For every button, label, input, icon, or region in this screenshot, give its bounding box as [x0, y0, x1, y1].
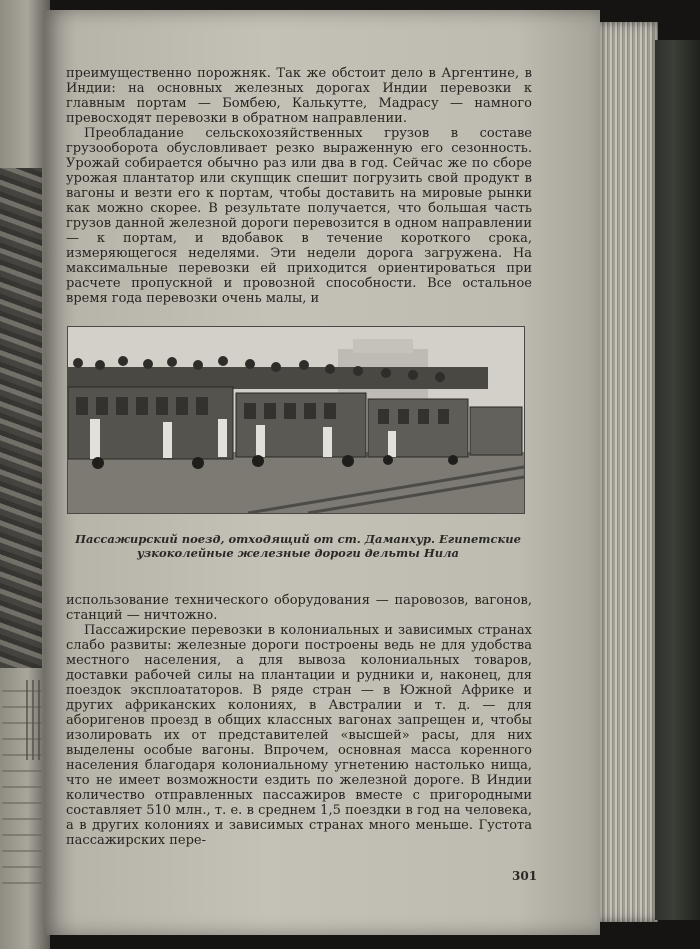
photo-caption: Пассажирский поезд, отходящий от ст. Даманхур. Египетские узкоколейные железные дороги дельты Нила: [75, 532, 521, 560]
book-page: [44, 10, 600, 935]
left-page-photo-fragment: [0, 168, 42, 668]
paragraph-4: Пассажирские перевозки в колониальных и зависимых странах слабо развиты: железные дороги построены ведь не для удобства местного населения, а для вывоза колониальных товаров, доставки рабочей силы на плантации и рудники и, наконец, для поездок эксплоататоров. В ряде стран — в Южной Африке и других африканских колониях, в Австралии и т. д. — для аборигенов проезд в общих классных вагонах запрещен и, чтобы изолировать их от представителей «высшей» расы, для них выделены особые вагоны. Впрочем, основная масса коренного населения благодаря колониальному угнетению настолько нища, что не имеет возможности ездить по железной дороге. В Индии количество отправленных пассажиров вместе с пригородными составляет 510 млн., т. е. в среднем 1,5 поездки в год на человека, а в других колониях и зависимых странах много меньше. Густота пассажирских пере-: [66, 623, 532, 848]
paragraph-3: использование технического оборудования — паровозов, вагонов, станций — ничтожно.: [66, 593, 532, 623]
page-number: 301: [512, 869, 538, 883]
top-text-block: [66, 66, 532, 306]
left-page-edge: [0, 0, 50, 949]
train-illustration: [68, 327, 524, 513]
paragraph-2: Преобладание сельскохозяйственных грузов в составе грузооборота обусловливает резко выраженную его сезонность. Урожай собирается обычно раз или два в год. Сейчас же по сборе урожая плантатор или скупщик спешит погрузить свой продукт в вагоны и везти его к портам, чтобы доставить на мировые рынки как можно скорее. В результате получается, что большая часть грузов данной железной дороги перевозится в одном направлении — к портам, и вдобавок в течение короткого срока, измеряющегося неделями. Эти недели дорога загружена. На максимальные перевозки ей приходится ориентироваться при расчете пропускной и провозной способности. Все остальное время года перевозки очень малы, и: [66, 126, 532, 306]
left-page-side-caption: [26, 680, 40, 760]
paragraph-1: преимущественно порожняк. Так же обстоит дело в Аргентине, в Индии: на основных железных дорогах Индии перевозки к главным портам — Бомбею, Калькутте, Мадрасу — намного превосходят перевозки в обратном направлении.: [66, 66, 532, 126]
book-cover: [655, 40, 700, 920]
book-page-edges: [598, 22, 658, 922]
bottom-text-block: [66, 593, 532, 848]
train-photo: [67, 326, 525, 514]
